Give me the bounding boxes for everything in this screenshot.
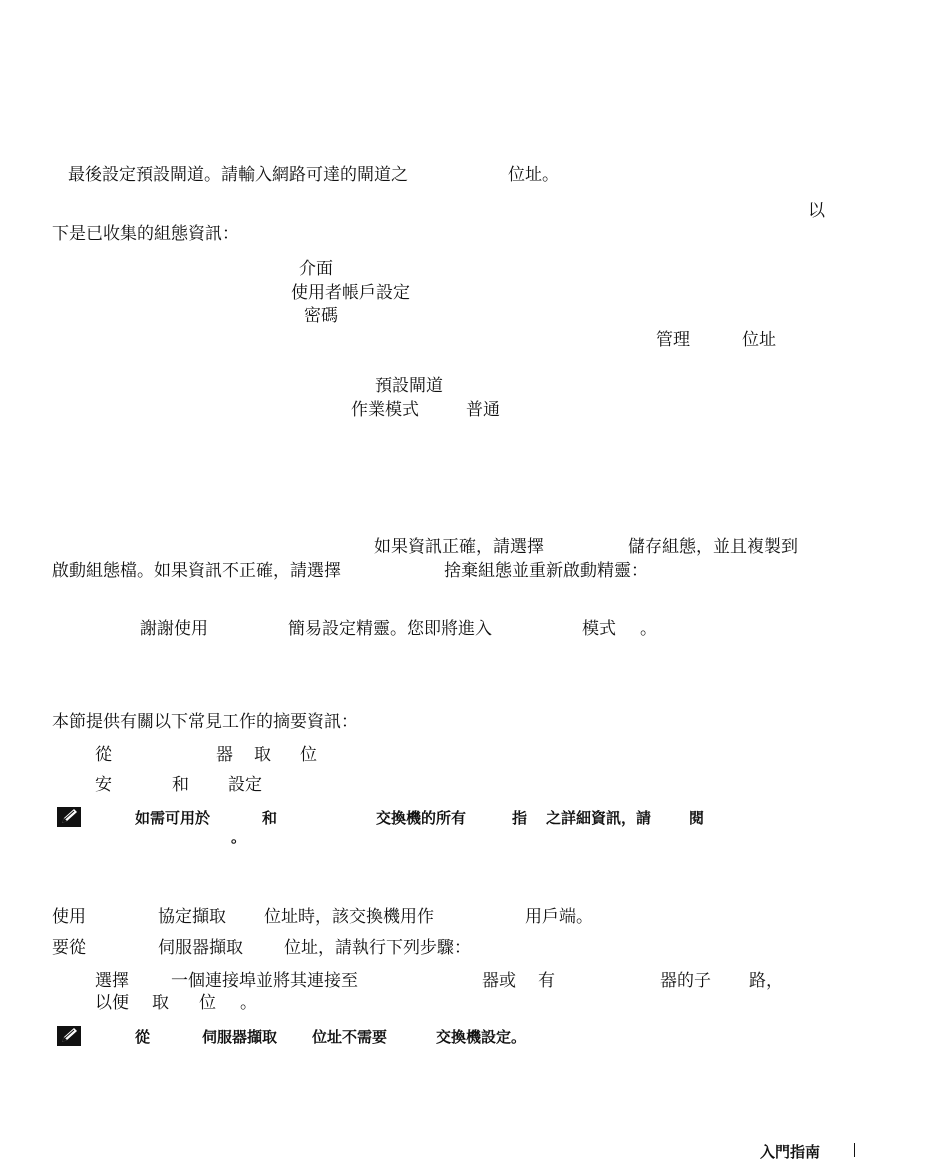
footer-title: 入門指南 (760, 1143, 821, 1161)
dhcp-step-2a: 以便 (95, 993, 129, 1013)
thanks-text-c: 模式 (582, 619, 616, 639)
summary-item-default-gateway: 預設閘道 (375, 376, 443, 396)
dhcp-line-1b: 協定擷取 (158, 907, 226, 927)
thanks-text-d: 。 (640, 619, 657, 639)
confirm-text-2: 儲存組態，並且複製到 (628, 537, 798, 557)
dhcp-step-1d: 有 (538, 971, 555, 991)
section-intro: 本節提供有關以下常見工作的摘要資訊： (52, 712, 358, 732)
summary-item-user-account: 使用者帳戶設定 (291, 283, 410, 303)
note-1-text-g: 。 (231, 828, 247, 846)
footer-divider (854, 1143, 855, 1157)
note-1-text-f: 閱 (689, 809, 705, 827)
bullet-1-word-4: 位 (300, 745, 317, 765)
bullet-1-word-2: 器 (216, 745, 233, 765)
note-2-text-d: 交換機設定。 (436, 1028, 527, 1046)
dhcp-step-1a: 選擇 (95, 971, 129, 991)
dhcp-line-2b: 伺服器擷取 (158, 938, 243, 958)
dhcp-line-2a: 要從 (52, 938, 86, 958)
dhcp-line-2c: 位址，請執行下列步驟： (284, 938, 471, 958)
confirm-text-3: 啟動組態檔。如果資訊不正確，請選擇 (52, 561, 341, 581)
note-2-text-a: 從 (135, 1028, 151, 1046)
bullet-2-word-2: 和 (172, 775, 189, 795)
note-1-text-d: 指 (512, 809, 528, 827)
thanks-text-a: 謝謝使用 (140, 619, 208, 639)
note-1-text-e: 之詳細資訊，請 (546, 809, 652, 827)
dhcp-step-1b: 一個連接埠並將其連接至 (171, 971, 358, 991)
summary-intro-head: 以 (808, 201, 825, 221)
summary-item-op-mode: 作業模式 (351, 400, 419, 420)
dhcp-line-1c: 位址時，該交換機用作 (264, 907, 434, 927)
note-1-text-b: 和 (262, 809, 278, 827)
summary-item-manage: 管理 (656, 330, 690, 350)
thanks-text-b: 簡易設定精靈。您即將進入 (288, 619, 492, 639)
summary-item-address: 位址 (742, 330, 776, 350)
note-1-text-a: 如需可用於 (135, 809, 211, 827)
dhcp-step-2d: 。 (240, 993, 257, 1013)
gateway-instruction: 最後設定預設閘道。請輸入網路可達的閘道之 (68, 165, 408, 185)
confirm-text-1: 如果資訊正確，請選擇 (374, 537, 544, 557)
summary-item-normal: 普通 (466, 400, 500, 420)
note-2-text-b: 伺服器擷取 (202, 1028, 278, 1046)
confirm-text-4: 捨棄組態並重新啟動精靈： (444, 561, 648, 581)
note-pencil-icon (56, 1025, 82, 1047)
dhcp-line-1d: 用戶端。 (525, 907, 593, 927)
note-1-text-c: 交換機的所有 (376, 809, 467, 827)
dhcp-step-1e: 器的子 (660, 971, 711, 991)
bullet-1-word-3: 取 (254, 745, 271, 765)
note-2-text-c: 位址不需要 (312, 1028, 388, 1046)
summary-item-password: 密碼 (304, 306, 338, 326)
gateway-instruction-tail: 位址。 (508, 165, 559, 185)
bullet-2-word-3: 設定 (228, 775, 262, 795)
bullet-2-word-1: 安 (95, 775, 112, 795)
dhcp-line-1a: 使用 (52, 907, 86, 927)
dhcp-step-2c: 位 (199, 993, 216, 1013)
note-pencil-icon (56, 806, 82, 828)
bullet-1-word-1: 從 (95, 745, 112, 765)
dhcp-step-2b: 取 (152, 993, 169, 1013)
dhcp-step-1c: 器或 (482, 971, 516, 991)
dhcp-step-1f: 路， (749, 971, 783, 991)
summary-intro-tail: 下是已收集的組態資訊： (52, 224, 239, 244)
summary-item-interface: 介面 (299, 259, 333, 279)
